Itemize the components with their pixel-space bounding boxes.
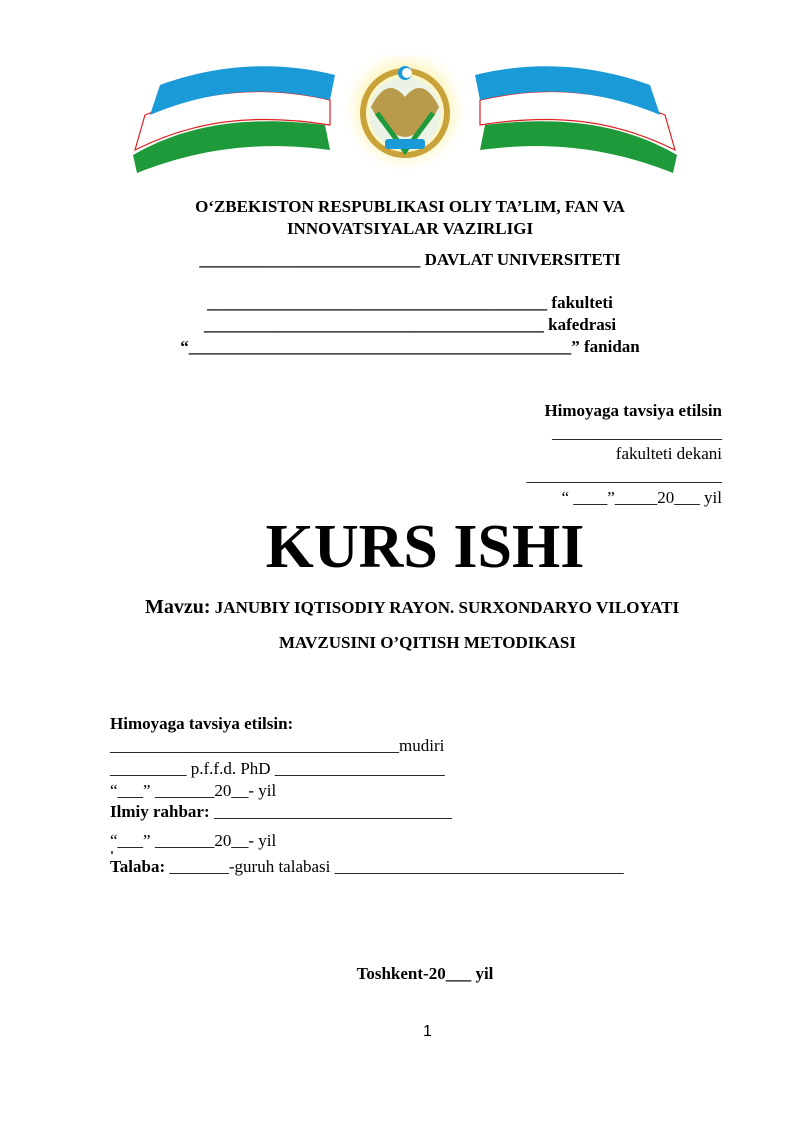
dean-approval-date: “ ____”_____20___ yil [561,488,722,507]
city-year: Toshkent-20___ yil [356,964,494,983]
page-number: 1 [423,1023,432,1040]
dean-signature-line: _______________________ [526,466,722,485]
faculty-line: ________________________________________ fakulteti [207,293,613,312]
approval-date-2: “___” _______20__- yil [110,831,277,850]
topic-text-1: JANUBIY IQTISODIY RAYON. SURXONDARYO VILOYATI [214,598,680,617]
approval-date-1: “___” _______20__- yil [110,781,277,800]
student-blank: _______-guruh talabasi __________________________________ [169,857,624,876]
dean-approval-heading: Himoyaga tavsiya etilsin [544,401,722,420]
phd-line: _________ p.f.f.d. PhD ____________________ [110,759,445,778]
advisor-blank: ____________________________ [213,802,452,821]
state-emblem-with-flags-image [125,55,685,175]
topic-label: Mavzu: [145,596,211,618]
topic-line-1 [145,596,679,619]
head-of-department-line: __________________________________mudiri [110,736,445,755]
dean-title: fakulteti dekani [615,444,722,463]
university-line: __________________________ DAVLAT UNIVERSITETI [199,250,621,269]
stray-mark [111,851,113,854]
student-line [110,857,624,877]
student-label: Talaba: [110,857,166,876]
ministry-line-2: INNOVATSIYALAR VAZIRLIGI [286,219,534,238]
approval-heading: Himoyaga tavsiya etilsin: [110,714,294,733]
dean-name-line: ____________________ [552,423,722,442]
topic-line-2: MAVZUSINI O’QITISH METODIKASI [279,633,576,652]
advisor-label: Ilmiy rahbar: [110,802,210,821]
department-line: ________________________________________ kafedrasi [203,315,617,334]
ministry-line-1: O‘ZBEKISTON RESPUBLIKASI OLIY TA’LIM, FAN VA [195,197,625,216]
advisor-line [110,802,452,822]
ministry-name [100,196,720,240]
document-title: KURS ISHI [265,513,585,581]
subject-line: “_____________________________________________” fanidan [180,337,640,356]
